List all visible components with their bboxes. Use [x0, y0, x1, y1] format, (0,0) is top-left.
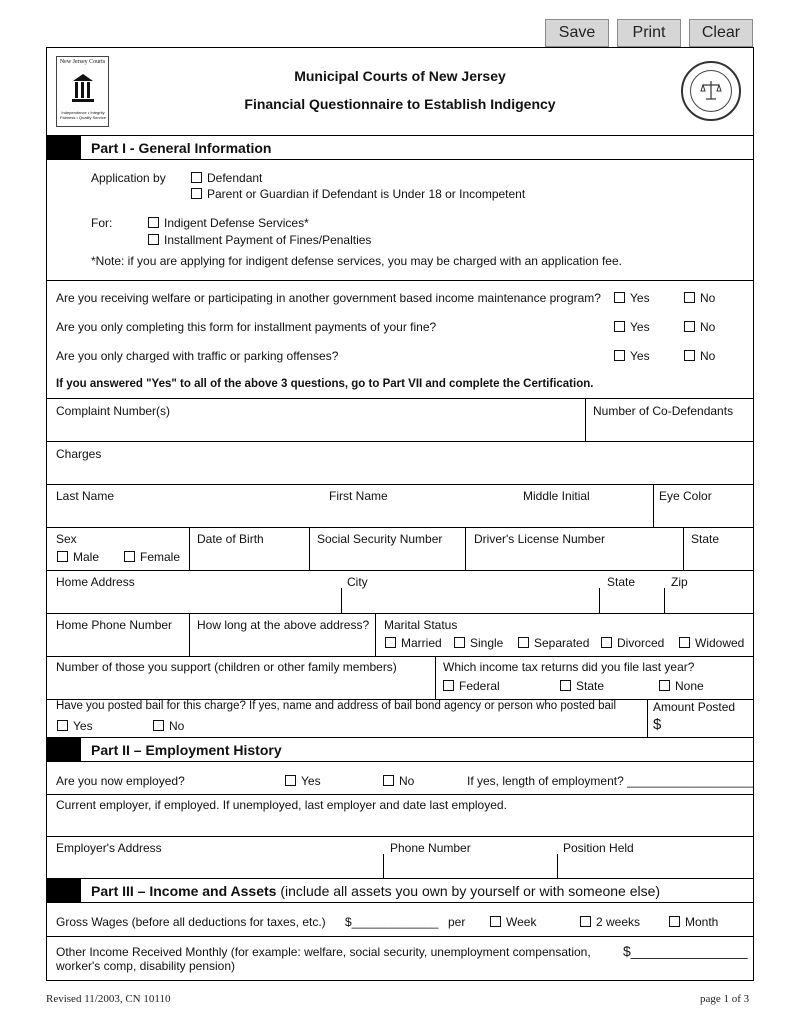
other-income-label-line2: worker's comp, disability pension)	[56, 959, 236, 973]
license-label[interactable]: Driver's License Number	[474, 532, 605, 546]
tax-none-checkbox[interactable]	[659, 680, 670, 691]
fee-note: *Note: if you are applying for indigent defense services, you may be charged with an application fee.	[91, 254, 622, 268]
co-defendants-label[interactable]: Number of Co-Defendants	[593, 404, 734, 418]
installment-no-checkbox[interactable]	[684, 321, 695, 332]
part1-header	[47, 135, 753, 160]
complaint-number-label[interactable]: Complaint Number(s)	[56, 404, 171, 418]
married-checkbox[interactable]	[385, 637, 396, 648]
sex-label: Sex	[56, 532, 77, 546]
middle-initial-label[interactable]: Middle Initial	[523, 489, 590, 503]
widowed-label: Widowed	[695, 636, 745, 650]
part3-title	[91, 883, 660, 899]
two-weeks-checkbox[interactable]	[580, 916, 591, 927]
indigent-defense-checkbox[interactable]	[148, 217, 159, 228]
employment-length[interactable]: If yes, length of employment? ___________________	[467, 774, 754, 788]
separated-checkbox[interactable]	[518, 637, 529, 648]
nj-courts-logo	[56, 56, 109, 127]
employed-yes-label: Yes	[301, 774, 321, 788]
indigent-defense-label: Indigent Defense Services*	[164, 216, 309, 230]
week-label: Week	[506, 915, 537, 929]
application-by-label: Application by	[91, 171, 166, 185]
divorced-checkbox[interactable]	[601, 637, 612, 648]
month-label: Month	[685, 915, 719, 929]
installment-yes-checkbox[interactable]	[614, 321, 625, 332]
marital-status-label: Marital Status	[384, 618, 458, 632]
support-count-label[interactable]: Number of those you support (children or other family members)	[56, 660, 397, 674]
month-checkbox[interactable]	[669, 916, 680, 927]
welfare-yes-checkbox[interactable]	[614, 292, 625, 303]
part7-instruction: If you answered "Yes" to all of the above 3 questions, go to Part VII and complete the Certification.	[56, 378, 594, 390]
charges-label[interactable]: Charges	[56, 447, 102, 461]
position-held-label[interactable]: Position Held	[563, 841, 634, 855]
employer-address-label[interactable]: Employer's Address	[56, 841, 162, 855]
tax-none-label: None	[675, 679, 704, 693]
traffic-question: Are you only charged with traffic or parking offenses?	[56, 349, 339, 363]
bail-no-label: No	[169, 719, 185, 733]
installment-payment-checkbox[interactable]	[148, 234, 159, 245]
tax-state-label: State	[576, 679, 605, 693]
license-state-label[interactable]: State	[691, 532, 720, 546]
welfare-no-label: No	[700, 291, 716, 305]
gross-wages-label: Gross Wages (before all deductions for taxes, etc.)	[56, 915, 326, 929]
part3-heading-note: (include all assets you own by yourself or with someone else)	[280, 883, 661, 899]
tax-state-checkbox[interactable]	[560, 680, 571, 691]
save-button[interactable]: Save	[545, 19, 609, 47]
page-number: page 1 of 3	[700, 993, 750, 1005]
federal-label: Federal	[459, 679, 500, 693]
part2-header	[47, 737, 753, 762]
welfare-no-checkbox[interactable]	[684, 292, 695, 303]
widowed-checkbox[interactable]	[679, 637, 690, 648]
parent-guardian-label: Parent or Guardian if Defendant is Under 18 or Incompetent	[207, 187, 526, 201]
bail-yes-checkbox[interactable]	[57, 720, 68, 731]
welfare-yes-label: Yes	[630, 291, 650, 305]
per-label: per	[448, 915, 466, 929]
tax-returns-label: Which income tax returns did you file last year?	[443, 660, 695, 674]
logo-tagline: Independence • Integrity Fairness • Quality Service	[60, 110, 106, 120]
amount-posted-label[interactable]: Amount Posted	[653, 700, 736, 714]
clear-button[interactable]: Clear	[689, 19, 753, 47]
single-checkbox[interactable]	[454, 637, 465, 648]
male-checkbox[interactable]	[57, 551, 68, 562]
address-state-label[interactable]: State	[607, 575, 636, 589]
part2-title: Part II – Employment History	[91, 742, 282, 758]
home-address-label[interactable]: Home Address	[56, 575, 135, 589]
installment-no-label: No	[700, 320, 716, 334]
how-long-label[interactable]: How long at the above address?	[197, 618, 370, 632]
male-label: Male	[73, 550, 100, 564]
federal-checkbox[interactable]	[443, 680, 454, 691]
married-label: Married	[401, 636, 442, 650]
eye-color-label[interactable]: Eye Color	[659, 489, 712, 503]
other-income-label-line1: Other Income Received Monthly (for example: welfare, social security, unemployment compensation,	[56, 945, 591, 959]
ssn-label[interactable]: Social Security Number	[317, 532, 443, 546]
employer-phone-label[interactable]: Phone Number	[390, 841, 471, 855]
traffic-yes-label: Yes	[630, 349, 650, 363]
zip-label[interactable]: Zip	[671, 575, 688, 589]
revision-note: Revised 11/2003, CN 10110	[46, 993, 171, 1005]
gross-wages-field[interactable]: $_____________	[345, 915, 439, 929]
form-subtitle: Financial Questionnaire to Establish Indigency	[244, 96, 556, 112]
traffic-no-checkbox[interactable]	[684, 350, 695, 361]
court-seal-icon	[681, 61, 741, 121]
other-income-field[interactable]: $_______________	[623, 943, 748, 959]
installment-yes-label: Yes	[630, 320, 650, 334]
part1-title: Part I - General Information	[91, 140, 272, 156]
current-employer-label[interactable]: Current employer, if employed. If unemployed, last employer and date last employed.	[56, 798, 507, 812]
bail-yes-label: Yes	[73, 719, 93, 733]
dob-label[interactable]: Date of Birth	[197, 532, 264, 546]
questionnaire-form	[46, 47, 754, 981]
two-weeks-label: 2 weeks	[596, 915, 641, 929]
home-phone-label[interactable]: Home Phone Number	[56, 618, 173, 632]
traffic-yes-checkbox[interactable]	[614, 350, 625, 361]
female-label: Female	[140, 550, 181, 564]
separated-label: Separated	[534, 636, 590, 650]
part3-header	[47, 878, 753, 903]
defendant-checkbox[interactable]	[191, 172, 202, 183]
city-label[interactable]: City	[347, 575, 368, 589]
employed-no-label: No	[399, 774, 415, 788]
defendant-label: Defendant	[207, 171, 263, 185]
bail-question: Have you posted bail for this charge? If yes, name and address of bail bond agency or person who posted bail	[56, 700, 617, 712]
female-checkbox[interactable]	[124, 551, 135, 562]
week-checkbox[interactable]	[490, 916, 501, 927]
for-label: For:	[91, 216, 113, 230]
installment-question: Are you only completing this form for installment payments of your fine?	[56, 320, 437, 334]
employed-question: Are you now employed?	[56, 774, 185, 788]
traffic-no-label: No	[700, 349, 716, 363]
employed-yes-checkbox[interactable]	[285, 775, 296, 786]
form-title: Municipal Courts of New Jersey	[294, 68, 506, 84]
single-label: Single	[470, 636, 504, 650]
part3-heading-text: Part III – Income and Assets	[91, 883, 277, 899]
parent-guardian-checkbox[interactable]	[191, 188, 202, 199]
amount-posted-dollar: $	[653, 716, 662, 733]
bail-no-checkbox[interactable]	[153, 720, 164, 731]
employed-no-checkbox[interactable]	[383, 775, 394, 786]
logo-text: New Jersey Courts	[59, 59, 106, 65]
print-button[interactable]: Print	[617, 19, 681, 47]
first-name-label[interactable]: First Name	[329, 489, 388, 503]
installment-payment-label: Installment Payment of Fines/Penalties	[164, 233, 372, 247]
welfare-question: Are you receiving welfare or participating in another government based income maintenance program?	[56, 291, 601, 305]
last-name-label[interactable]: Last Name	[56, 489, 115, 503]
divorced-label: Divorced	[617, 636, 665, 650]
